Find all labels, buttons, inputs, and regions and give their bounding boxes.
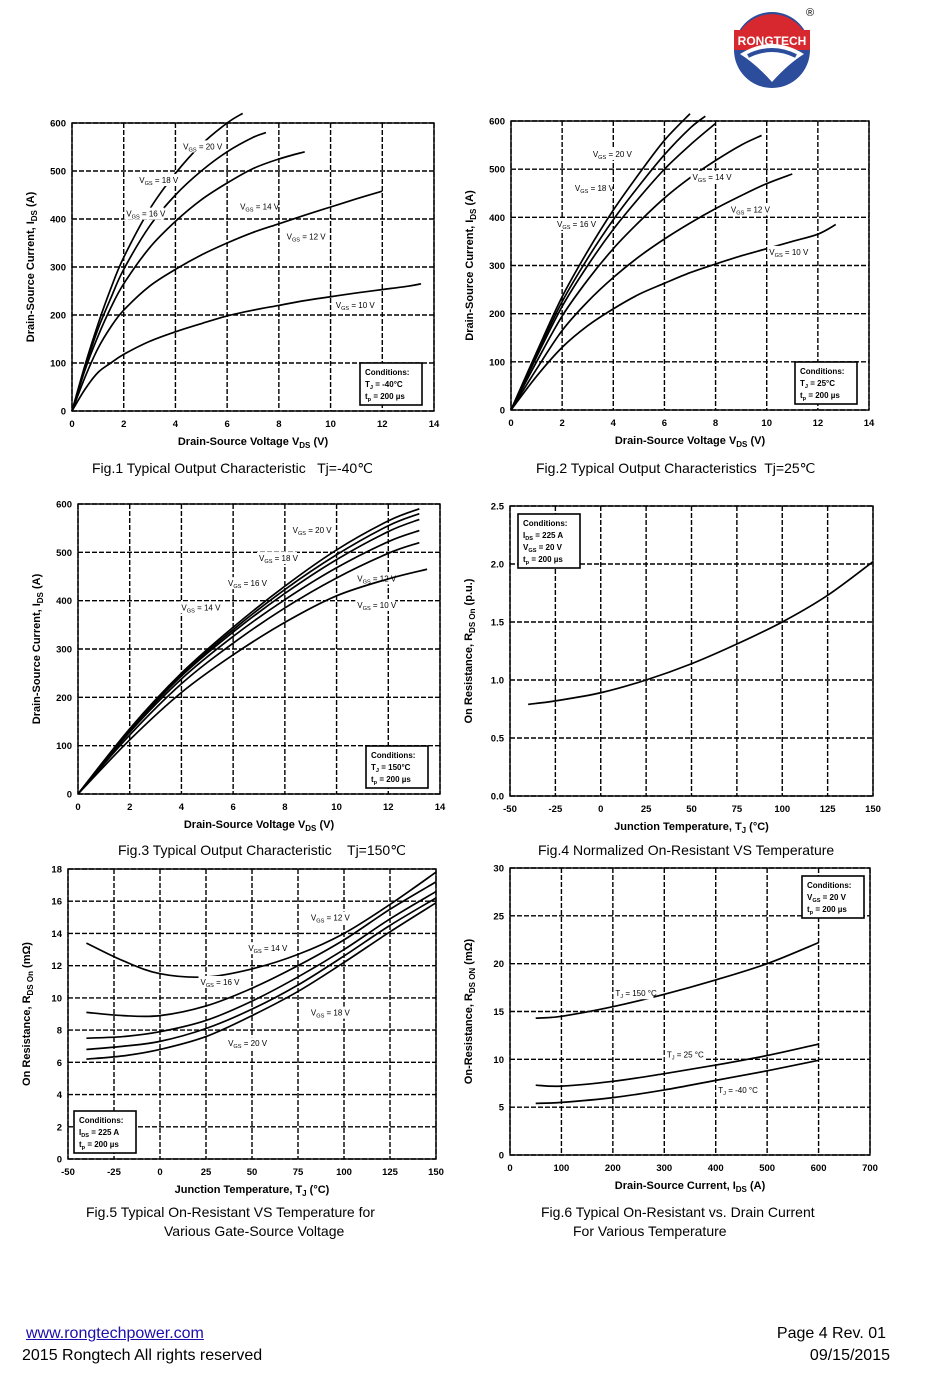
- x-tick-label: 6: [230, 802, 236, 813]
- x-tick-label: 125: [819, 804, 836, 815]
- series-label-5: $V_{GS} = 10$ V: [769, 247, 809, 259]
- y-axis-label: On Resistance, $R_{DS On}$ (mΩ): [21, 942, 35, 1086]
- x-tick-label: 150: [865, 804, 881, 815]
- y-tick-label: 400: [56, 596, 72, 608]
- chart-fig2: [460, 110, 940, 460]
- series-label-1: $V_{GS} = 14$ V: [248, 944, 288, 956]
- x-tick-label: 2: [127, 802, 133, 813]
- conditions-line: Conditions:: [807, 881, 852, 890]
- x-tick-label: 25: [200, 1167, 212, 1178]
- y-tick-label: 500: [50, 166, 66, 178]
- y-tick-label: 100: [50, 358, 66, 370]
- x-tick-label: 500: [759, 1163, 776, 1174]
- series-line-3: [86, 898, 436, 1049]
- series-line-0: [536, 943, 819, 1019]
- conditions-line: $V_{GS} = 20$ V: [807, 893, 847, 904]
- x-tick-label: 50: [686, 804, 697, 815]
- y-tick-label: 10: [51, 993, 62, 1005]
- conditions-line: Conditions:: [79, 1116, 124, 1125]
- conditions-line: $t_p = 200$ µs: [523, 555, 563, 566]
- caption-fig3: Fig.3 Typical Output Characteristic Tj=150℃: [118, 842, 406, 858]
- y-tick-label: 400: [489, 212, 505, 224]
- y-tick-label: 15: [493, 1007, 504, 1018]
- series-label-0: $V_{GS} = 20$ V: [183, 142, 223, 154]
- x-tick-label: 0: [508, 418, 514, 429]
- x-tick-label: 75: [731, 804, 743, 815]
- series-label-0: $V_{GS} = 20$ V: [292, 526, 332, 537]
- y-axis-label: On Resistance, $R_{DS On}$ (p.u.): [463, 578, 477, 724]
- series-line-1: [511, 116, 705, 410]
- conditions-line: $T_J = 150^\circ C$: [371, 763, 411, 774]
- conditions-line: $t_p = 200$ µs: [79, 1140, 119, 1151]
- x-tick-label: -50: [61, 1167, 75, 1178]
- y-tick-label: 300: [56, 644, 72, 656]
- y-tick-label: 300: [50, 262, 66, 274]
- conditions-line: $t_p = 200$ µs: [807, 905, 847, 916]
- x-axis-label: Junction Temperature, $T_J$ (°C): [614, 821, 769, 835]
- y-tick-label: 500: [489, 164, 505, 176]
- y-tick-label: 6: [56, 1057, 62, 1069]
- x-tick-label: 700: [862, 1163, 878, 1174]
- conditions-line: $T_J = 25^\circ C$: [800, 379, 836, 390]
- fig3-svg: [0, 492, 460, 842]
- series-label-3: $V_{GS} = 14$ V: [181, 603, 221, 615]
- conditions-line: $t_p = 200$ µs: [800, 391, 840, 402]
- x-tick-label: 2: [559, 418, 565, 429]
- x-tick-label: 8: [712, 418, 719, 429]
- conditions-line: Conditions:: [371, 751, 416, 760]
- x-tick-label: 25: [640, 804, 652, 815]
- conditions-line: Conditions:: [800, 367, 845, 376]
- x-tick-label: 0: [598, 804, 604, 815]
- series-label-1: $V_{GS} = 18$ V: [139, 176, 179, 187]
- y-tick-label: 2.5: [490, 501, 504, 513]
- conditions-line: $t_p = 200$ µs: [365, 392, 405, 403]
- x-tick-label: 12: [812, 418, 824, 429]
- document-date: 09/15/2015: [809, 1347, 890, 1364]
- y-tick-label: 0: [60, 406, 66, 418]
- y-tick-label: 25: [493, 911, 504, 923]
- series-line-0: [86, 872, 436, 977]
- y-tick-label: 5: [498, 1102, 504, 1114]
- series-label-5: $V_{GS} = 10$ V: [357, 600, 397, 612]
- y-tick-label: 18: [51, 864, 62, 876]
- y-tick-label: 16: [51, 896, 62, 908]
- series-label-4: $V_{GS} = 20$ V: [228, 1039, 268, 1051]
- conditions-line: $V_{GS} = 20$ V: [523, 543, 563, 554]
- conditions-box: [366, 746, 428, 788]
- series-label-0: $T_J = 150$ °C: [615, 989, 657, 1001]
- series-label-3: $V_{GS} = 18$ V: [310, 1008, 350, 1020]
- x-tick-label: 6: [224, 419, 230, 430]
- x-tick-label: 0: [507, 1163, 513, 1174]
- x-tick-label: 14: [863, 418, 875, 429]
- x-tick-label: 12: [376, 419, 388, 430]
- series-line-0: [528, 562, 873, 705]
- x-tick-label: 4: [610, 418, 616, 429]
- y-tick-label: 200: [56, 692, 72, 704]
- series-label-2: $V_{GS} = 16$ V: [227, 579, 267, 591]
- y-tick-label: 500: [56, 547, 72, 559]
- x-tick-label: 600: [810, 1163, 827, 1174]
- x-tick-label: 125: [382, 1167, 398, 1178]
- x-tick-label: 0: [75, 802, 81, 813]
- caption-fig6-line2: For Various Temperature: [573, 1223, 727, 1239]
- chart-fig1: [0, 110, 460, 460]
- caption-fig2: Fig.2 Typical Output Characteristics Tj=25℃: [536, 460, 816, 476]
- x-tick-label: 200: [604, 1163, 621, 1174]
- y-tick-label: 12: [51, 961, 62, 973]
- conditions-box: [518, 514, 580, 568]
- y-axis-label: Drain-Source Current, $I_{DS}$ (A): [25, 191, 39, 343]
- x-tick-label: 100: [553, 1163, 570, 1174]
- x-tick-label: 100: [336, 1167, 352, 1178]
- y-tick-label: 0: [56, 1154, 62, 1166]
- chart-fig4: [460, 492, 940, 842]
- x-tick-label: 14: [428, 419, 440, 430]
- series-label-2: $V_{GS} = 16$ V: [200, 978, 240, 989]
- x-tick-label: 10: [325, 419, 336, 430]
- logo-text: RONGTECH: [737, 34, 807, 48]
- y-tick-label: 1.5: [490, 617, 504, 629]
- chart-fig5: [0, 858, 460, 1203]
- y-tick-label: 2: [56, 1122, 62, 1134]
- y-tick-label: 200: [489, 309, 505, 321]
- y-tick-label: 10: [493, 1054, 504, 1066]
- x-axis-label: Drain-Source Voltage $V_{DS}$ (V): [183, 819, 335, 833]
- x-tick-label: 75: [292, 1167, 304, 1178]
- x-axis-label: Drain-Source Current, $I_{DS}$ (A): [614, 1180, 766, 1194]
- series-label-4: $V_{GS} = 12$ V: [286, 232, 326, 244]
- series-label-3: $V_{GS} = 14$ V: [692, 172, 732, 184]
- series-label-0: $V_{GS} = 20$ V: [592, 150, 632, 162]
- series-label-0: $V_{GS} = 12$ V: [310, 913, 350, 925]
- y-tick-label: 4: [56, 1090, 62, 1102]
- x-tick-label: 400: [707, 1163, 724, 1174]
- conditions-box: [802, 876, 864, 918]
- y-tick-label: 600: [489, 116, 505, 128]
- x-tick-label: 50: [246, 1167, 258, 1178]
- series-label-2: $V_{GS} = 16$ V: [126, 209, 166, 221]
- x-tick-label: 12: [382, 802, 394, 813]
- y-tick-label: 300: [489, 261, 505, 272]
- conditions-line: $I_{DS} = 225$ A: [523, 531, 564, 542]
- y-tick-label: 8: [56, 1025, 62, 1037]
- series-label-2: $T_J = -40$ °C: [718, 1085, 758, 1097]
- x-tick-label: 100: [774, 804, 791, 815]
- y-tick-label: 200: [50, 310, 66, 322]
- y-tick-label: 1.0: [490, 675, 504, 687]
- conditions-line: $T_J = -40^\circ C$: [365, 380, 403, 391]
- website-link[interactable]: www.rongtechpower.com: [26, 1325, 204, 1342]
- conditions-line: Conditions:: [365, 368, 410, 377]
- registered-mark: ®: [805, 7, 815, 19]
- conditions-line: Conditions:: [523, 519, 568, 528]
- x-tick-label: 0: [69, 419, 75, 430]
- x-tick-label: 2: [121, 419, 127, 430]
- conditions-box: [360, 363, 422, 405]
- y-tick-label: 600: [50, 118, 66, 130]
- chart-fig6: [460, 858, 940, 1203]
- caption-fig4: Fig.4 Normalized On-Resistant VS Temperature: [538, 842, 835, 858]
- y-tick-label: 14: [51, 928, 62, 940]
- series-label-3: $V_{GS} = 14$ V: [240, 202, 280, 214]
- series-label-4: $V_{GS} = 12$ V: [357, 574, 397, 586]
- series-label-1: $V_{GS} = 18$ V: [574, 183, 614, 195]
- x-tick-label: 8: [282, 802, 288, 813]
- y-tick-label: 0: [66, 789, 72, 801]
- y-tick-label: 2.0: [490, 559, 504, 571]
- x-tick-label: 8: [276, 419, 282, 430]
- x-tick-label: -25: [548, 804, 563, 815]
- x-tick-label: 4: [178, 802, 185, 813]
- y-tick-label: 600: [56, 499, 72, 511]
- series-label-1: $V_{GS} = 18$ V: [259, 554, 299, 566]
- x-tick-label: -50: [503, 804, 517, 815]
- conditions-box: [74, 1111, 136, 1153]
- conditions-line: $t_p = 200$ µs: [371, 775, 411, 786]
- x-tick-label: 300: [656, 1163, 673, 1174]
- fig2-svg: [460, 110, 940, 460]
- x-tick-label: 14: [434, 802, 446, 813]
- x-tick-label: 6: [661, 418, 668, 429]
- y-axis-label: On-Resistance, $R_{DS ON}$ (mΩ): [463, 938, 477, 1085]
- x-axis-label: Drain-Source Voltage $V_{DS}$ (V): [177, 436, 329, 450]
- fig1-svg: [0, 110, 460, 460]
- caption-fig5-line1: Fig.5 Typical On-Resistant VS Temperature for: [86, 1204, 375, 1220]
- series-label-1: $T_J = 25$ °C: [666, 1050, 704, 1062]
- series-label-2: $V_{GS} = 16$ V: [557, 219, 597, 231]
- fig6-svg: [460, 858, 940, 1203]
- x-tick-label: 0: [157, 1167, 163, 1178]
- y-tick-label: 0: [499, 405, 505, 417]
- y-axis-label: Drain-Source Current, $I_{DS}$ (A): [464, 190, 478, 341]
- fig4-svg: [460, 492, 940, 842]
- x-tick-label: 150: [428, 1167, 444, 1178]
- chart-fig3: [0, 492, 460, 842]
- x-tick-label: 10: [761, 418, 773, 429]
- y-tick-label: 400: [50, 214, 66, 226]
- series-label-4: $V_{GS} = 12$ V: [730, 205, 770, 217]
- y-tick-label: 20: [493, 959, 504, 971]
- series-line-2: [72, 152, 305, 411]
- series-label-5: $V_{GS} = 10$ V: [335, 300, 375, 312]
- y-tick-label: 100: [56, 741, 72, 753]
- series-line-2: [536, 1060, 819, 1103]
- conditions-box: [795, 362, 857, 404]
- y-tick-label: 0.0: [490, 791, 504, 803]
- copyright-text: 2015 Rongtech All rights reserved: [22, 1347, 263, 1364]
- x-tick-label: 4: [172, 419, 179, 430]
- caption-fig6-line1: Fig.6 Typical On-Resistant vs. Drain Current: [541, 1204, 815, 1220]
- x-tick-label: -25: [107, 1167, 121, 1178]
- fig5-svg: [0, 858, 460, 1203]
- x-tick-label: 10: [331, 802, 342, 813]
- y-tick-label: 100: [489, 357, 505, 369]
- conditions-line: $I_{DS} = 225$ A: [79, 1128, 120, 1139]
- caption-fig5-line2: Various Gate-Source Voltage: [164, 1223, 345, 1239]
- caption-fig1: Fig.1 Typical Output Characteristic Tj=-40℃: [92, 460, 373, 476]
- x-axis-label: Junction Temperature, $T_J$ (°C): [174, 1184, 330, 1198]
- x-axis-label: Drain-Source Voltage $V_{DS}$ (V): [614, 435, 766, 449]
- y-tick-label: 0.5: [490, 733, 504, 745]
- y-axis-label: Drain-Source Current, $I_{DS}$ (A): [31, 573, 45, 725]
- y-tick-label: 30: [493, 863, 504, 875]
- rongtech-logo: [728, 4, 820, 88]
- y-tick-label: 0: [498, 1150, 504, 1162]
- page-revision: Page 4 Rev. 01: [776, 1325, 886, 1342]
